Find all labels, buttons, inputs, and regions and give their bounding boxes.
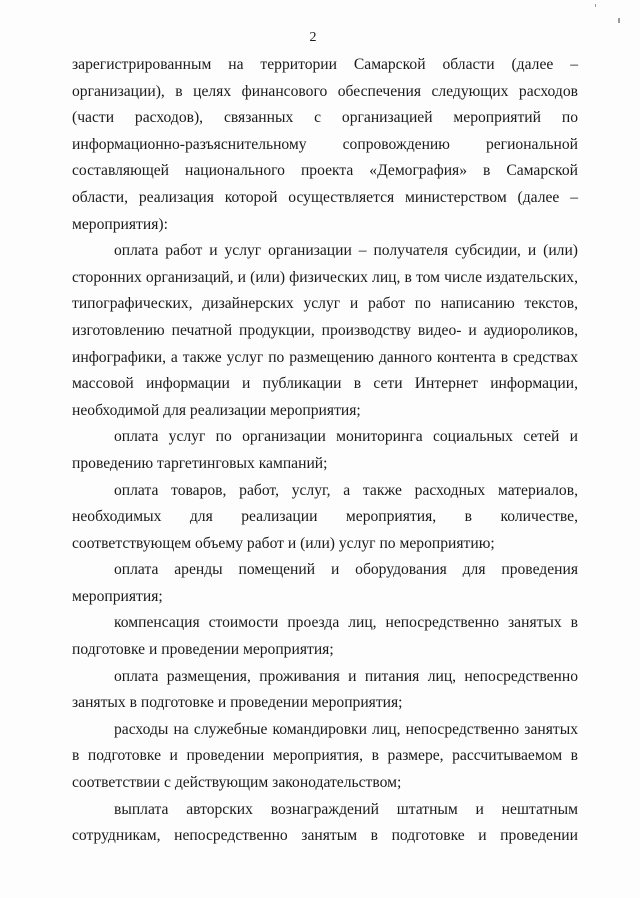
text-line: организации), в целях финансового обеспечения следующих расходов xyxy=(72,82,578,100)
text-line: соответствии с действующим законодательством; xyxy=(72,774,402,792)
text-line: мероприятия): xyxy=(72,215,168,233)
text-line: типографических, дизайнерских услуг и работ по написанию текстов, xyxy=(72,295,578,313)
paragraph-item-8 xyxy=(72,797,578,850)
text-line: зарегистрированным на территории Самарской области (далее – xyxy=(72,56,578,73)
text-line: (части расходов), связанных с организацией мероприятий по xyxy=(72,109,578,127)
text-line: информационно-разъяснительному сопровождению региональной xyxy=(72,135,578,153)
paragraph-item-7 xyxy=(72,717,578,797)
text-line: компенсация стоимости проезда лиц, непосредственно занятых в xyxy=(114,614,578,632)
text-line: оплата товаров, работ, услуг, а также расходных материалов, xyxy=(114,481,578,499)
text-line: инфографики, а также услуг по размещению данного контента в средствах xyxy=(72,348,578,366)
text-line: области, реализация которой осуществляется министерством (далее – xyxy=(72,188,578,206)
text-line: оплата услуг по организации мониторинга социальных сетей и xyxy=(114,428,578,446)
text-line: соответствующем объему работ и (или) услуг по мероприятию; xyxy=(72,534,495,552)
page-number: 2 xyxy=(309,30,317,45)
paragraph-item-4 xyxy=(72,557,578,610)
scan-artifact xyxy=(618,18,620,23)
text-line: сторонних организаций, и (или) физических лиц, в том числе издательских, xyxy=(72,268,578,286)
text-line: проведению таргетинговых кампаний; xyxy=(72,454,328,472)
text-line: массовой информации и публикации в сети Интернет информации, xyxy=(72,375,578,393)
text-line: оплата работ и услуг организации – получателя субсидии, и (или) xyxy=(114,242,578,260)
document-body xyxy=(72,50,578,850)
text-line: подготовке и проведении мероприятия; xyxy=(72,641,334,659)
text-line: изготовлению печатной продукции, производству видео- и аудиороликов, xyxy=(72,321,578,339)
paragraph-item-2 xyxy=(72,424,578,477)
text-line: необходимой для реализации мероприятия; xyxy=(72,401,361,419)
text-line: оплата размещения, проживания и питания лиц, непосредственно xyxy=(114,667,578,685)
paragraph-item-5 xyxy=(72,610,578,663)
text-line: занятых в подготовке и проведении мероприятия; xyxy=(72,694,403,712)
paragraph-intro xyxy=(72,52,578,238)
text-line: мероприятия; xyxy=(72,587,163,605)
text-line: сотрудникам, непосредственно занятым в подготовке и проведении xyxy=(72,827,578,845)
text-line: выплата авторских вознаграждений штатным и нештатным xyxy=(114,800,578,818)
text-line: в подготовке и проведении мероприятия, в размере, рассчитываемом в xyxy=(72,747,578,765)
text-line: расходы на служебные командировки лиц, непосредственно занятых xyxy=(114,720,578,738)
paragraph-item-1 xyxy=(72,238,578,424)
paragraph-item-3 xyxy=(72,478,578,558)
text-line: необходимых для реализации мероприятия, в количестве, xyxy=(72,508,578,526)
paragraph-item-6 xyxy=(72,664,578,717)
scan-artifact xyxy=(595,4,596,7)
text-line: составляющей национального проекта «Демография» в Самарской xyxy=(72,162,578,180)
text-line: оплата аренды помещений и оборудования для проведения xyxy=(114,561,578,579)
